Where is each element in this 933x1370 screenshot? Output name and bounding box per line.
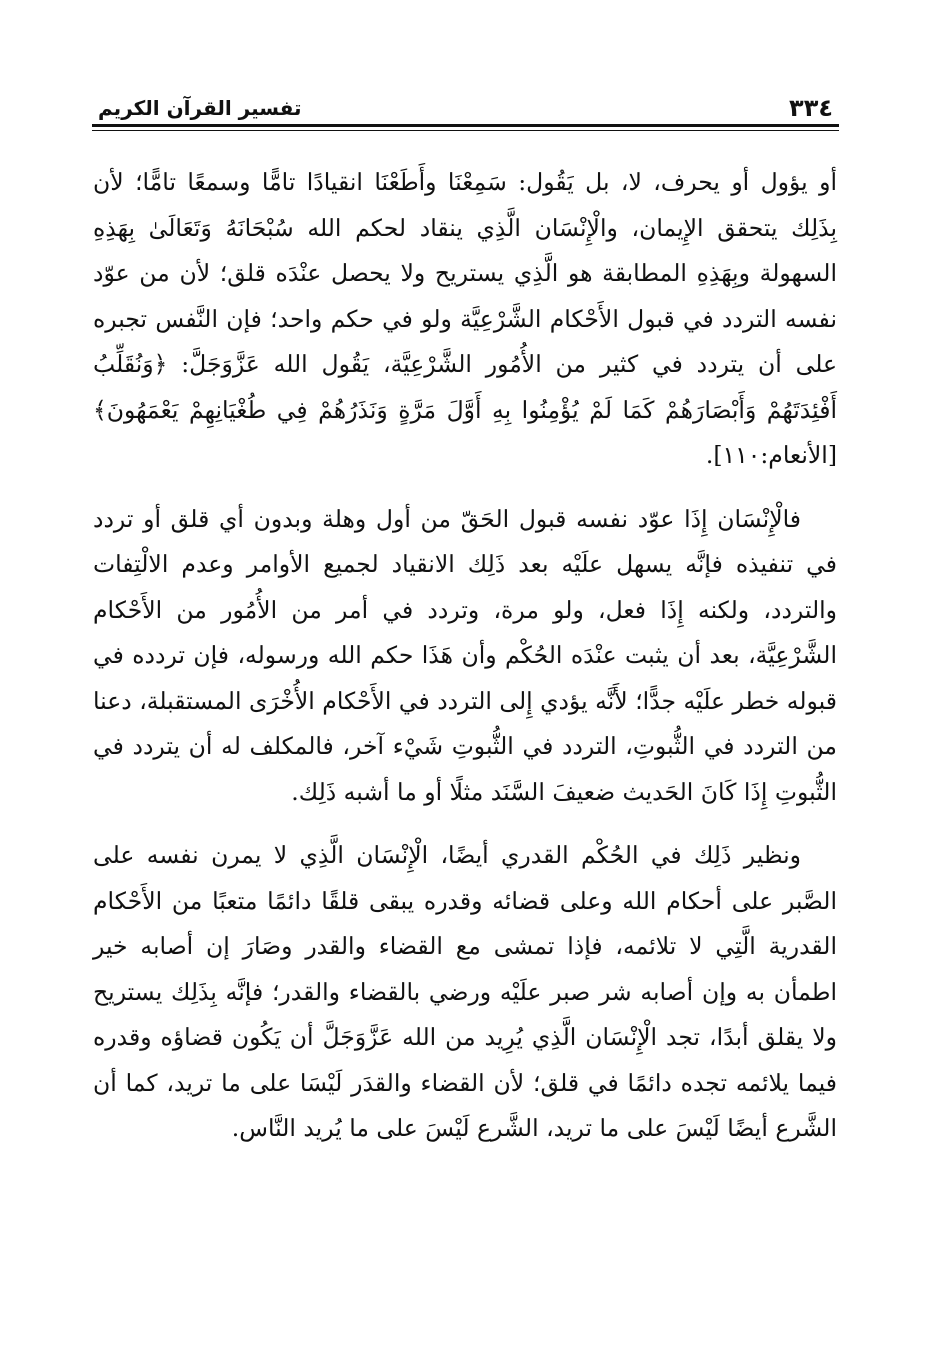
page-number: ٣٣٤ <box>789 94 833 122</box>
paragraph-1: أو يؤول أو يحرف، لا، بل يَقُول: سَمِعْنَا وأَطَعْنَا انقيادًا تامًّا وسمعًا تامًّا؛ لأن بِذَلِك يتحقق الإِيمان، والْإِنْسَان الَّذِي ينقاد لحكم الله سُبْحَانَهُ وَتَعَالَىٰ بِهَذِهِ السهولة وبِهَذِهِ المطابقة هو الَّذِي يستريح ولا يحصل عنْدَه قلق؛ لأن من عوّد نفسه التردد في قبول الأَحْكام الشَّرْعِيَّة ولو في حكم واحد؛ فإن النَّفس تجبره على أن يتردد في كثير من الأُمُور الشَّرْعِيَّة، يَقُول الله عَزَّوَجَلَّ: ﴿وَنُقَلِّبُ أَفْئِدَتَهُمْ وَأَبْصَارَهُمْ كَمَا لَمْ يُؤْمِنُوا بِهِ أَوَّلَ مَرَّةٍ وَنَذَرُهُمْ فِي طُغْيَانِهِمْ يَعْمَهُونَ﴾ [الأنعام:١١٠]. <box>93 168 837 469</box>
running-header <box>92 84 839 127</box>
paragraph-3: ونظير ذَلِك في الحُكْم القدري أيضًا، الْإِنْسَان الَّذِي لا يمرن نفسه على الصَّبر على أحكام الله وعلى قضائه وقدره يبقى قلقًا دائمًا متعبًا من الأَحْكام القدرية الَّتِي لا تلائمه، فإذا تمشى مع القضاء والقدر وصَارَ إن أصابه خير اطمأن به وإن أصابه شر صبر علَيْه ورضي بالقضاء والقدر؛ فإنَّه بِذَلِك يستريح ولا يقلق أبدًا، تجد الْإِنْسَان الَّذِي يُرِيد من الله عَزَّوَجَلَّ أن يَكُون قضاؤه وقدره فيما يلائمه تجده دائمًا في قلق؛ لأن القضاء والقدَر لَيْسَا على ما تريد، كما أن الشَّرع أيضًا لَيْسَ على ما تريد، الشَّرع لَيْسَ على ما يُريد النَّاس. <box>93 841 837 1142</box>
body-text <box>93 160 837 1170</box>
paragraph-2: فالْإِنْسَان إِذَا عوّد نفسه قبول الحَقّ من أول وهلة وبدون أي قلق أو تردد في تنفيذه فإنَّه يسهل علَيْه بعد ذَلِك الانقياد لجميع الأوامر وعدم الالْتِفات والتردد، ولكنه إِذَا فعل، ولو مرة، وتردد في أمر من الأُمُور من الأَحْكام الشَّرْعِيَّة، بعد أن يثبت عنْدَه الحُكْم وأن هَذَا حكم الله ورسوله، فإن تردده في قبوله خطر علَيْه جدًّا؛ لأَنَّه يؤدي إِلى التردد في الأَحْكام الأُخْرَى المستقبلة، دعنا من التردد في الثُّبوتِ، التردد في الثُّبوتِ شَيْء آخر، فالمكلف له أن يتردد في الثُّبوتِ إِذَا كَانَ الحَديث ضعيفَ السَّنَد مثلًا أو ما أشبه ذَلِك. <box>93 504 837 806</box>
book-title: تفسير القرآن الكريم <box>98 96 302 120</box>
